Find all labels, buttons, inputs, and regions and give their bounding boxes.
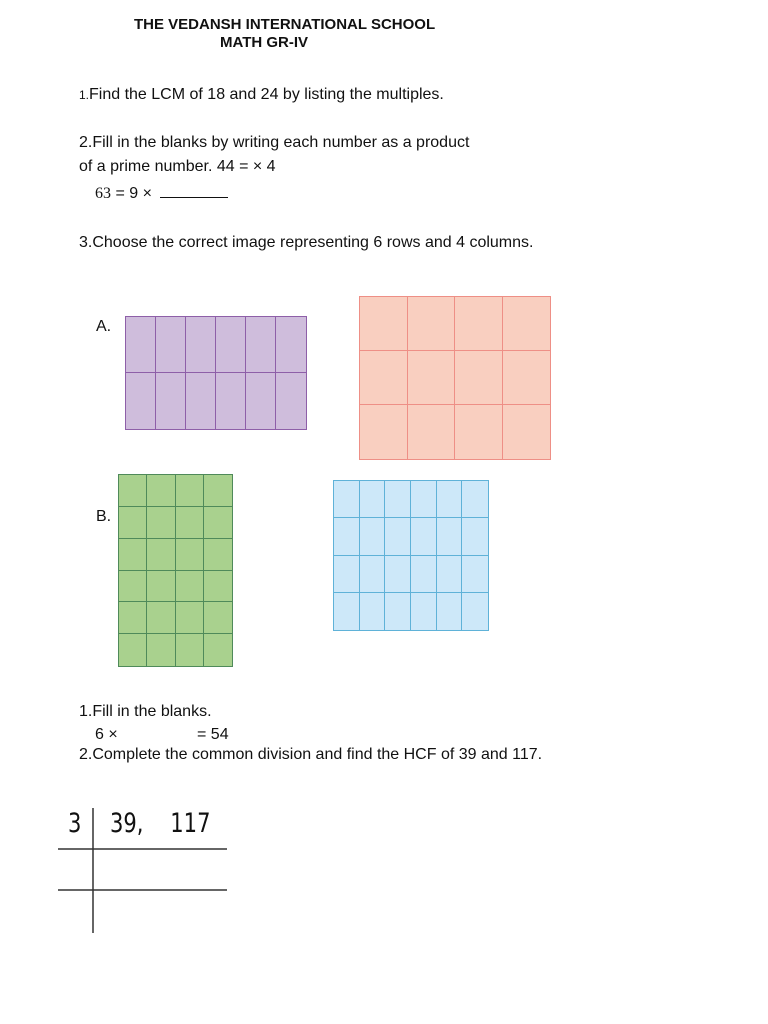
part2-item-1-text: Fill in the blanks.: [92, 703, 212, 720]
subject-title: MATH GR-IV: [220, 34, 309, 51]
division-divisor: 3: [68, 808, 82, 839]
part2-item-2-text: Complete the common division and find the HCF of 39 and 117.: [92, 746, 543, 763]
question-2-line-3-rest: = 9 ×: [111, 185, 157, 202]
equation-left: 6 ×: [95, 726, 118, 743]
question-2-line-2: of a prime number. 44 = × 4: [79, 158, 276, 175]
question-1-number: 1.: [79, 88, 90, 102]
question-1-text: Find the LCM of 18 and 24 by listing the multiples.: [89, 86, 444, 103]
part2-item-1-number: 1.: [79, 703, 93, 720]
equation-right: = 54: [197, 726, 229, 743]
question-2-number-63: 63: [95, 185, 111, 202]
school-name: THE VEDANSH INTERNATIONAL SCHOOL: [134, 16, 436, 33]
part2-item-2-number: 2.: [79, 746, 93, 763]
question-3: 3.Choose the correct image representing 6 rows and 4 columns.: [79, 234, 534, 251]
option-b-label: B.: [96, 508, 112, 525]
question-2-line-1: 2.Fill in the blanks by writing each number as a product: [79, 134, 470, 151]
option-a-label: A.: [96, 318, 112, 335]
division-numbers: 39, 117: [110, 808, 211, 839]
